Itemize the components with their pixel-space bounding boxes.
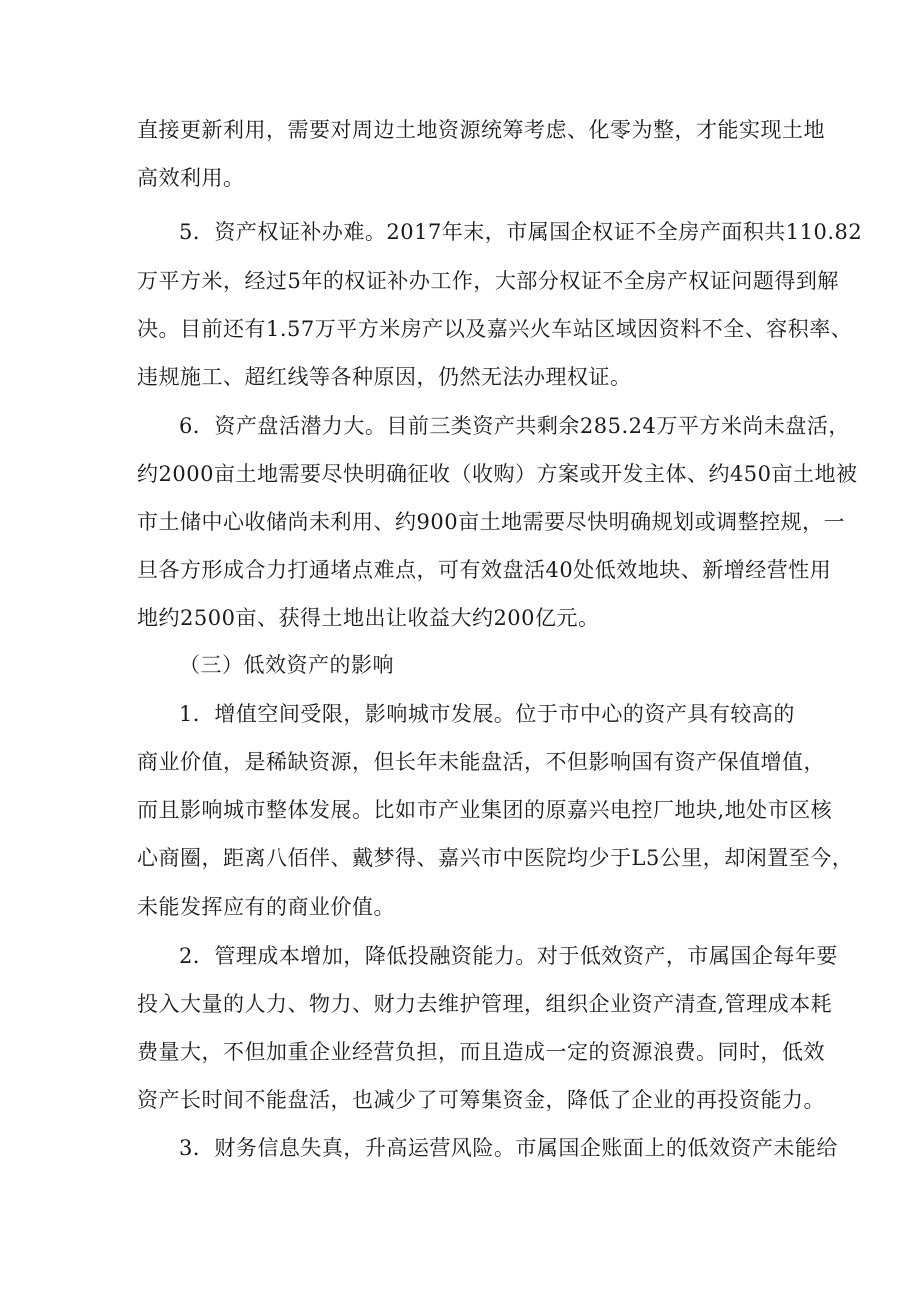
text-line: 而且影响城市整体发展。比如市产业集团的原嘉兴电控厂地块,地处市区核 <box>137 798 833 822</box>
text-line: 3．财务信息失真，升高运营风险。市属国企账面上的低效资产未能给 <box>179 1136 838 1160</box>
text-line: 5．资产权证补办难。2017年末，市属国企权证不全房产面积共110.82 <box>179 220 863 244</box>
text-line: 市土储中心收储尚未利用、约900亩土地需要尽快明确规划或调整控规，一 <box>137 510 846 534</box>
text-line: 违规施工、超红线等各种原因，仍然无法办理权证。 <box>137 365 632 389</box>
text-line: 地约2500亩、获得土地出让收益大约200亿元。 <box>137 606 600 630</box>
text-line: 高效利用。 <box>137 166 245 190</box>
section-heading: （三）低效资产的影响 <box>179 653 394 677</box>
text-line: 约2000亩土地需要尽快明确征收（收购）方案或开发主体、约450亩土地被 <box>137 462 858 486</box>
text-line: 决。目前还有1.57万平方米房产以及嘉兴火车站区域因资料不全、容积率、 <box>137 317 853 341</box>
text-line: 万平方米，经过5年的权证补办工作，大部分权证不全房产权证问题得到解 <box>137 269 839 293</box>
text-line: 旦各方形成合力打通堵点难点，可有效盘活40处低效地块、新增经营性用 <box>137 558 832 582</box>
text-line: 投入大量的人力、物力、财力去维护管理，组织企业资产清查,管理成本耗 <box>137 992 833 1016</box>
text-line: 1．增值空间受限，影响城市发展。位于市中心的资产具有较高的 <box>179 702 795 726</box>
text-line: 直接更新利用，需要对周边土地资源统筹考虑、化零为整，才能实现土地 <box>137 118 825 142</box>
text-line: 6．资产盘活潜力大。目前三类资产共剩余285.24万平方米尚未盘活， <box>179 414 850 438</box>
text-line: 2．管理成本增加，降低投融资能力。对于低效资产，市属国企每年要 <box>179 944 838 968</box>
text-line: 资产长时间不能盘活，也减少了可筹集资金，降低了企业的再投资能力。 <box>137 1088 825 1112</box>
text-line: 费量大，不但加重企业经营负担，而且造成一定的资源浪费。同时，低效 <box>137 1040 825 1064</box>
text-line: 心商圈，距离八佰伴、戴梦得、嘉兴市中医院均少于L5公里，却闲置至今， <box>137 846 854 870</box>
text-line: 未能发挥应有的商业价值。 <box>137 895 395 919</box>
text-line: 商业价值，是稀缺资源，但长年未能盘活，不但影响国有资产保值增值， <box>137 750 825 774</box>
